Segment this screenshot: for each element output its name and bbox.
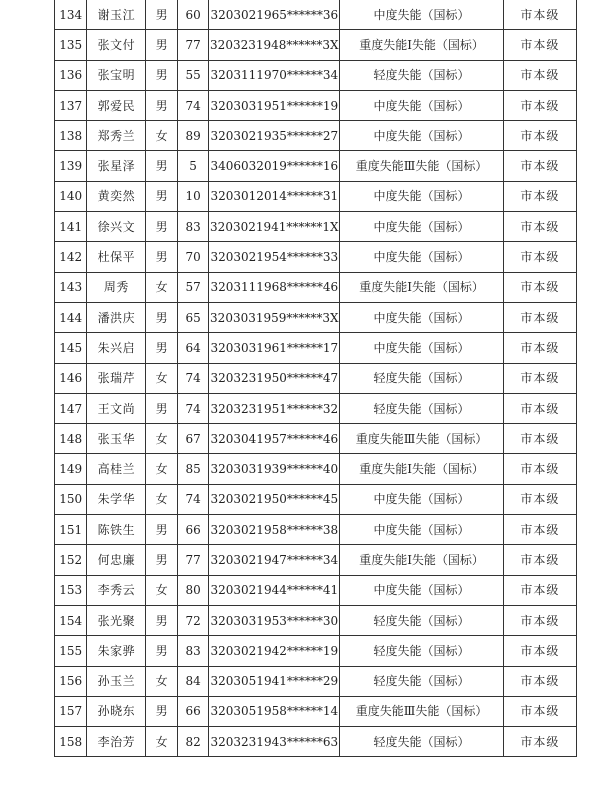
sex-cell: 男 (146, 151, 177, 181)
person-name-cell: 朱学华 (87, 484, 146, 514)
person-name-cell: 李治芳 (87, 727, 146, 757)
disability-level-cell: 轻度失能（国标） (340, 60, 504, 90)
age-cell: 77 (177, 545, 208, 575)
table-row (55, 484, 577, 514)
id-number-cell: 3203231951******32 (209, 393, 340, 423)
id-number-cell: 3203021935******27 (209, 121, 340, 151)
id-number-cell: 3203021941******1X (209, 212, 340, 242)
row-number-cell: 142 (55, 242, 87, 272)
admin-unit-cell: 市本级 (503, 454, 576, 484)
admin-unit-cell: 市本级 (503, 363, 576, 393)
disability-level-cell: 轻度失能（国标） (340, 636, 504, 666)
id-number-cell: 3203031953******30 (209, 605, 340, 635)
admin-unit-cell: 市本级 (503, 575, 576, 605)
table-row (55, 212, 577, 242)
admin-unit-cell: 市本级 (503, 666, 576, 696)
age-cell: 72 (177, 605, 208, 635)
row-number-cell: 136 (55, 60, 87, 90)
age-cell: 80 (177, 575, 208, 605)
row-number-cell: 147 (55, 393, 87, 423)
row-number-cell: 150 (55, 484, 87, 514)
person-name-cell: 郑秀兰 (87, 121, 146, 151)
table-row (55, 90, 577, 120)
sex-cell: 女 (146, 121, 177, 151)
age-cell: 89 (177, 121, 208, 151)
admin-unit-cell: 市本级 (503, 333, 576, 363)
row-number-cell: 134 (55, 0, 87, 30)
disability-level-cell: 重度失能Ⅰ失能（国标） (340, 272, 504, 302)
admin-unit-cell: 市本级 (503, 484, 576, 514)
sex-cell: 男 (146, 333, 177, 363)
age-cell: 74 (177, 484, 208, 514)
person-name-cell: 张光聚 (87, 605, 146, 635)
id-number-cell: 3203021942******19 (209, 636, 340, 666)
admin-unit-cell: 市本级 (503, 605, 576, 635)
table-row (55, 696, 577, 726)
age-cell: 74 (177, 90, 208, 120)
age-cell: 60 (177, 0, 208, 30)
admin-unit-cell: 市本级 (503, 515, 576, 545)
disability-level-cell: 中度失能（国标） (340, 575, 504, 605)
person-name-cell: 郭爱民 (87, 90, 146, 120)
id-number-cell: 3203231943******63 (209, 727, 340, 757)
row-number-cell: 152 (55, 545, 87, 575)
admin-unit-cell: 市本级 (503, 0, 576, 30)
row-number-cell: 155 (55, 636, 87, 666)
id-number-cell: 3203021965******36 (209, 0, 340, 30)
id-number-cell: 3203021958******38 (209, 515, 340, 545)
row-number-cell: 158 (55, 727, 87, 757)
sex-cell: 女 (146, 424, 177, 454)
roster-table-body (55, 0, 577, 757)
row-number-cell: 141 (55, 212, 87, 242)
id-number-cell: 3203031939******40 (209, 454, 340, 484)
table-row (55, 424, 577, 454)
sex-cell: 男 (146, 636, 177, 666)
disability-level-cell: 重度失能Ⅲ失能（国标） (340, 424, 504, 454)
table-row (55, 636, 577, 666)
id-number-cell: 3203012014******31 (209, 181, 340, 211)
id-number-cell: 3203111970******34 (209, 60, 340, 90)
age-cell: 82 (177, 727, 208, 757)
person-name-cell: 徐兴文 (87, 212, 146, 242)
sex-cell: 男 (146, 242, 177, 272)
row-number-cell: 146 (55, 363, 87, 393)
disability-level-cell: 中度失能（国标） (340, 302, 504, 332)
sex-cell: 男 (146, 212, 177, 242)
row-number-cell: 157 (55, 696, 87, 726)
admin-unit-cell: 市本级 (503, 696, 576, 726)
disability-level-cell: 中度失能（国标） (340, 333, 504, 363)
age-cell: 57 (177, 272, 208, 302)
row-number-cell: 151 (55, 515, 87, 545)
row-number-cell: 139 (55, 151, 87, 181)
person-name-cell: 何忠廉 (87, 545, 146, 575)
id-number-cell: 3203021950******45 (209, 484, 340, 514)
age-cell: 83 (177, 212, 208, 242)
row-number-cell: 138 (55, 121, 87, 151)
sex-cell: 女 (146, 484, 177, 514)
sex-cell: 男 (146, 90, 177, 120)
table-row (55, 121, 577, 151)
sex-cell: 女 (146, 454, 177, 484)
table-row (55, 454, 577, 484)
person-name-cell: 谢玉江 (87, 0, 146, 30)
row-number-cell: 149 (55, 454, 87, 484)
age-cell: 64 (177, 333, 208, 363)
admin-unit-cell: 市本级 (503, 242, 576, 272)
admin-unit-cell: 市本级 (503, 545, 576, 575)
table-row (55, 605, 577, 635)
age-cell: 67 (177, 424, 208, 454)
disability-level-cell: 中度失能（国标） (340, 212, 504, 242)
admin-unit-cell: 市本级 (503, 181, 576, 211)
age-cell: 74 (177, 363, 208, 393)
disability-level-cell: 中度失能（国标） (340, 90, 504, 120)
disability-level-cell: 轻度失能（国标） (340, 605, 504, 635)
sex-cell: 女 (146, 575, 177, 605)
table-row (55, 0, 577, 30)
id-number-cell: 3203021944******41 (209, 575, 340, 605)
table-row (55, 727, 577, 757)
table-row (55, 515, 577, 545)
age-cell: 66 (177, 696, 208, 726)
admin-unit-cell: 市本级 (503, 151, 576, 181)
id-number-cell: 3203031961******17 (209, 333, 340, 363)
admin-unit-cell: 市本级 (503, 30, 576, 60)
admin-unit-cell: 市本级 (503, 636, 576, 666)
id-number-cell: 3203051958******14 (209, 696, 340, 726)
id-number-cell: 3203031959******3X (209, 302, 340, 332)
age-cell: 85 (177, 454, 208, 484)
person-name-cell: 张文付 (87, 30, 146, 60)
table-row (55, 60, 577, 90)
admin-unit-cell: 市本级 (503, 727, 576, 757)
disability-level-cell: 重度失能Ⅰ失能（国标） (340, 545, 504, 575)
disability-level-cell: 重度失能Ⅲ失能（国标） (340, 151, 504, 181)
person-name-cell: 李秀云 (87, 575, 146, 605)
sex-cell: 男 (146, 0, 177, 30)
disability-level-cell: 重度失能Ⅰ失能（国标） (340, 30, 504, 60)
disability-level-cell: 中度失能（国标） (340, 121, 504, 151)
id-number-cell: 3203111968******46 (209, 272, 340, 302)
table-row (55, 30, 577, 60)
sex-cell: 女 (146, 727, 177, 757)
table-row (55, 393, 577, 423)
row-number-cell: 156 (55, 666, 87, 696)
admin-unit-cell: 市本级 (503, 393, 576, 423)
id-number-cell: 3203051941******29 (209, 666, 340, 696)
age-cell: 5 (177, 151, 208, 181)
sex-cell: 男 (146, 181, 177, 211)
person-name-cell: 孙晓东 (87, 696, 146, 726)
sex-cell: 男 (146, 60, 177, 90)
age-cell: 83 (177, 636, 208, 666)
age-cell: 77 (177, 30, 208, 60)
age-cell: 74 (177, 393, 208, 423)
row-number-cell: 137 (55, 90, 87, 120)
person-name-cell: 张瑞芹 (87, 363, 146, 393)
row-number-cell: 135 (55, 30, 87, 60)
person-name-cell: 孙玉兰 (87, 666, 146, 696)
age-cell: 70 (177, 242, 208, 272)
disability-level-cell: 中度失能（国标） (340, 484, 504, 514)
person-name-cell: 高桂兰 (87, 454, 146, 484)
table-row (55, 333, 577, 363)
id-number-cell: 3203021954******33 (209, 242, 340, 272)
id-number-cell: 3203041957******46 (209, 424, 340, 454)
row-number-cell: 140 (55, 181, 87, 211)
disability-level-cell: 中度失能（国标） (340, 0, 504, 30)
person-name-cell: 黄奕然 (87, 181, 146, 211)
table-row (55, 302, 577, 332)
id-number-cell: 3203031951******19 (209, 90, 340, 120)
sex-cell: 男 (146, 302, 177, 332)
sex-cell: 男 (146, 605, 177, 635)
admin-unit-cell: 市本级 (503, 212, 576, 242)
sex-cell: 男 (146, 393, 177, 423)
person-name-cell: 陈铁生 (87, 515, 146, 545)
person-name-cell: 朱家骅 (87, 636, 146, 666)
sex-cell: 男 (146, 545, 177, 575)
sex-cell: 男 (146, 696, 177, 726)
sex-cell: 男 (146, 30, 177, 60)
sex-cell: 女 (146, 666, 177, 696)
disability-level-cell: 中度失能（国标） (340, 181, 504, 211)
person-name-cell: 周秀 (87, 272, 146, 302)
admin-unit-cell: 市本级 (503, 60, 576, 90)
disability-level-cell: 重度失能Ⅰ失能（国标） (340, 454, 504, 484)
document-page (54, 0, 577, 788)
person-name-cell: 张玉华 (87, 424, 146, 454)
age-cell: 65 (177, 302, 208, 332)
disability-level-cell: 中度失能（国标） (340, 242, 504, 272)
table-row (55, 272, 577, 302)
row-number-cell: 153 (55, 575, 87, 605)
age-cell: 84 (177, 666, 208, 696)
admin-unit-cell: 市本级 (503, 121, 576, 151)
table-row (55, 363, 577, 393)
row-number-cell: 143 (55, 272, 87, 302)
disability-level-cell: 重度失能Ⅲ失能（国标） (340, 696, 504, 726)
id-number-cell: 3406032019******16 (209, 151, 340, 181)
age-cell: 66 (177, 515, 208, 545)
id-number-cell: 3203021947******34 (209, 545, 340, 575)
sex-cell: 女 (146, 272, 177, 302)
sex-cell: 女 (146, 363, 177, 393)
row-number-cell: 144 (55, 302, 87, 332)
disability-level-cell: 轻度失能（国标） (340, 363, 504, 393)
age-cell: 10 (177, 181, 208, 211)
person-name-cell: 杜保平 (87, 242, 146, 272)
row-number-cell: 145 (55, 333, 87, 363)
person-name-cell: 张宝明 (87, 60, 146, 90)
table-row (55, 575, 577, 605)
disability-roster-table (54, 0, 577, 757)
table-row (55, 181, 577, 211)
disability-level-cell: 轻度失能（国标） (340, 393, 504, 423)
person-name-cell: 朱兴启 (87, 333, 146, 363)
disability-level-cell: 中度失能（国标） (340, 515, 504, 545)
admin-unit-cell: 市本级 (503, 424, 576, 454)
table-row (55, 666, 577, 696)
admin-unit-cell: 市本级 (503, 302, 576, 332)
admin-unit-cell: 市本级 (503, 272, 576, 302)
sex-cell: 男 (146, 515, 177, 545)
person-name-cell: 张星泽 (87, 151, 146, 181)
table-row (55, 242, 577, 272)
person-name-cell: 王文尚 (87, 393, 146, 423)
row-number-cell: 154 (55, 605, 87, 635)
table-row (55, 151, 577, 181)
admin-unit-cell: 市本级 (503, 90, 576, 120)
disability-level-cell: 轻度失能（国标） (340, 666, 504, 696)
id-number-cell: 3203231950******47 (209, 363, 340, 393)
person-name-cell: 潘洪庆 (87, 302, 146, 332)
age-cell: 55 (177, 60, 208, 90)
disability-level-cell: 轻度失能（国标） (340, 727, 504, 757)
table-row (55, 545, 577, 575)
id-number-cell: 3203231948******3X (209, 30, 340, 60)
row-number-cell: 148 (55, 424, 87, 454)
